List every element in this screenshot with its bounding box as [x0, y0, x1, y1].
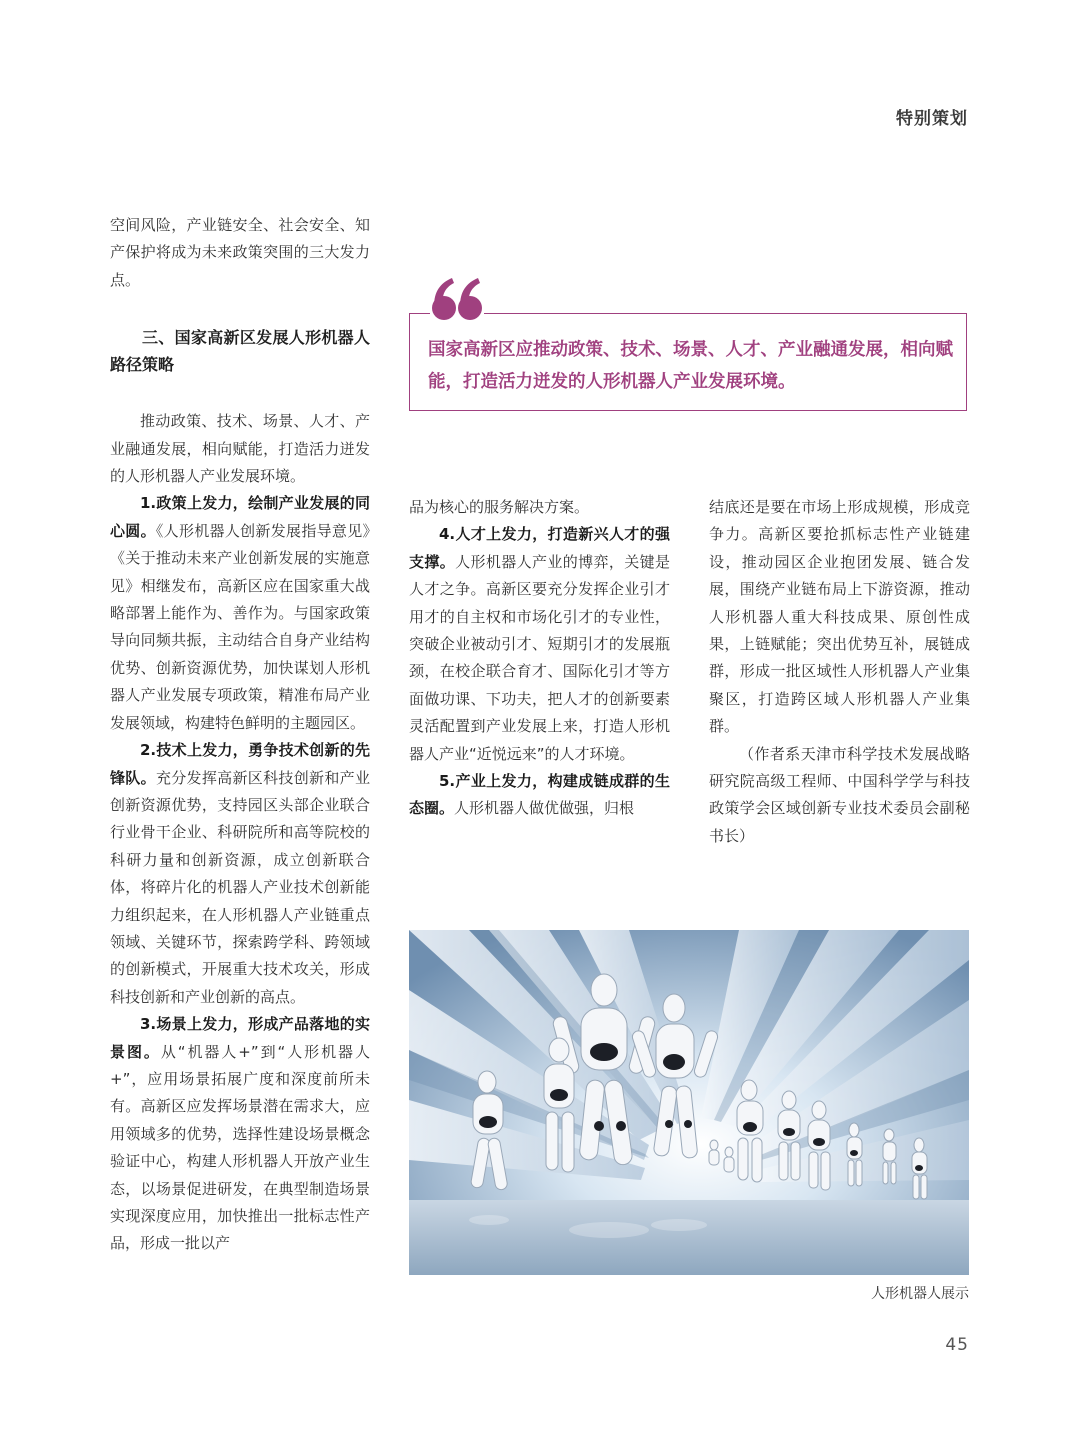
scenario-lead: 3.场景上发力，形成产品落地的实景图。: [110, 1015, 370, 1061]
continued-paragraph: 品为核心的服务解决方案。: [409, 498, 590, 516]
policy-paragraph: [110, 490, 370, 737]
scenario-body: 从“机器人+”到“人形机器人+”，应用场景拓展广度和深度前所未有。高新区应发挥场景潜在需求大，应用领域多的优势，选择性建设场景概念验证中心，构建人形机器人开放产业生态，以场景促进研发，在典型制造场景实现深度应用，加快推出一批标志性产品，形成一批以产: [110, 1042, 370, 1253]
intro-paragraph: 空间风险，产业链安全、社会安全、知产保护将成为未来政策突围的三大发力点。: [110, 216, 370, 289]
policy-body: 《人形机器人创新发展指导意见》《关于推动未来产业创新发展的实施意见》相继发布，高新区应在国家重大战略部署上能作为、善作为。与国家政策导向同频共振，主动结合自身产业结构优势、创新资源优势，加快谋划人形机器人产业发展专项政策，精准布局产业发展领域，构建特色鲜明的主题园区。: [110, 521, 370, 732]
quote-mark-icon: [430, 268, 484, 328]
middle-column: [409, 494, 670, 823]
author-note: （作者系天津市科学技术发展战略研究院高级工程师、中国科学学与科技政策学会区域创新专业技术委员会副秘书长）: [709, 744, 970, 845]
section-tag: 特别策划: [896, 109, 968, 129]
section-heading: 三、国家高新区发展人形机器人路径策略: [110, 328, 370, 375]
technology-body: 充分发挥高新区科技创新和产业创新资源优势，支持园区头部企业联合行业骨干企业、科研院所和高等院校的科研力量和创新资源，成立创新联合体，将碎片化的机器人产业技术创新能力组织起来，在人形机器人产业链重点领域、关键环节，探索跨学科、跨领域的创新模式，开展重大技术攻关，形成科技创新和产业创新的高点。: [110, 768, 370, 1006]
overview-paragraph: 推动政策、技术、场景、人才、产业融通发展，相向赋能，打造活力迸发的人形机器人产业发展环境。: [110, 412, 370, 486]
industry-body: 人形机器人做优做强，归根: [454, 799, 635, 818]
technology-lead: 2.技术上发力，勇争技术创新的先锋队。: [110, 741, 370, 787]
policy-lead: 1.政策上发力，绘制产业发展的同心圆。: [110, 494, 370, 540]
technology-paragraph: [110, 737, 370, 1011]
humanoid-robots-photo: [409, 930, 969, 1275]
page-number: 45: [945, 1335, 969, 1355]
industry-continued-paragraph: 结底还是要在市场上形成规模，形成竞争力。高新区要抢抓标志性产业链建设，推动园区企业抱团发展、链合发展，围绕产业链布局上下游资源，推动人形机器人重大科技成果、原创性成果，上链赋能；突出优势互补，展链成群，形成一批区域性人形机器人产业集聚区，打造跨区域人形机器人产业集群。: [709, 498, 970, 736]
talent-paragraph: [409, 521, 670, 768]
figure-caption: 人形机器人展示: [871, 1286, 969, 1302]
talent-lead: 4.人才上发力，打造新兴人才的强支撑。: [409, 525, 670, 571]
left-column: [110, 212, 370, 1258]
industry-paragraph: [409, 768, 670, 823]
right-column: [709, 494, 970, 850]
talent-body: 人形机器人产业的博弈，关键是人才之争。高新区要充分发挥企业引才用才的自主权和市场化引才的专业性，突破企业被动引才、短期引才的发展瓶颈，在校企联合育才、国际化引才等方面做功课、下功夫，把人才的创新要素灵活配置到产业发展上来，打造人形机器人产业“近悦远来”的人才环境。: [409, 552, 670, 763]
scenario-paragraph: [110, 1011, 370, 1258]
industry-lead: 5.产业上发力，构建成链成群的生态圈。: [409, 772, 670, 818]
pull-quote-text: 国家高新区应推动政策、技术、场景、人才、产业融通发展，相向赋能，打造活力迸发的人形机器人产业发展环境。: [428, 340, 953, 392]
